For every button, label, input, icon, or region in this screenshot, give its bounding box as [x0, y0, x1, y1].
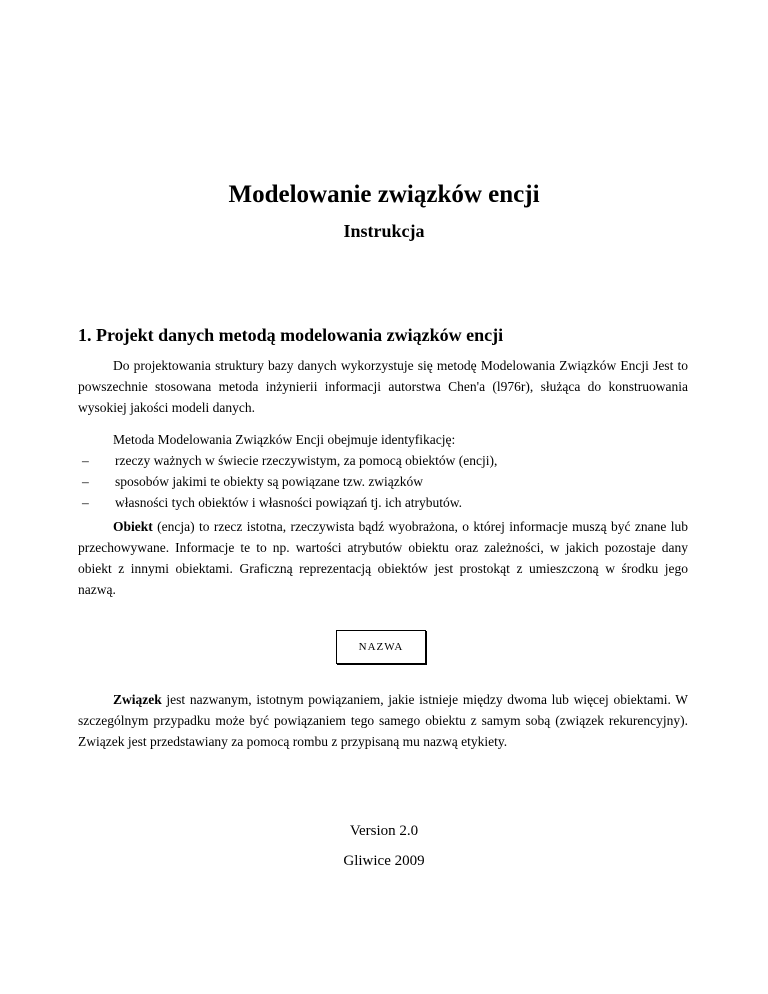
entity-box-label: NAZWA: [358, 641, 404, 653]
relationship-definition-text: jest nazwanym, istotnym powiązaniem, jakie istnieje między dwoma lub więcej obiektami. W szczególnym przypadku może być powiązaniem tego samego obiektu z samym sobą (związek rekurencyjny). Związek jest przedstawiany za pomocą rombu z przypisaną mu nazwą etykiety.: [78, 692, 688, 749]
relationship-term: Związek: [113, 692, 162, 707]
relationship-definition-paragraph: [78, 689, 688, 752]
object-definition-paragraph: [78, 516, 688, 600]
place-year-label: Gliwice 2009: [343, 853, 425, 869]
document-subtitle: Instrukcja: [343, 221, 425, 241]
object-definition-text: (encja) to rzecz istotna, rzeczywista bądź wyobrażona, o której informacje muszą być znane lub przechowywane. Informacje te to np. wartości atrybutów obiektu oraz zależności, w jakich pozostaje dany obiekt z innymi obiektami. Graficzną reprezentacją obiektów jest prostokąt z umieszczoną w środku jego nazwą.: [78, 519, 688, 597]
list-item-text: własności tych obiektów i własności powiązań tj. ich atrybutów.: [115, 495, 463, 510]
identification-list: [78, 450, 497, 513]
list-item-text: sposobów jakimi te obiekty są powiązane tzw. związków: [115, 474, 424, 489]
document-title: Modelowanie związków encji: [228, 181, 540, 208]
section-heading: 1. Projekt danych metodą modelowania związków encji: [78, 325, 504, 345]
list-intro-paragraph: [78, 429, 688, 450]
list-dash-marker: –: [82, 474, 89, 489]
list-dash-marker: –: [82, 495, 89, 510]
list-item-text: rzeczy ważnych w świecie rzeczywistym, za pomocą obiektów (encji),: [115, 453, 498, 468]
version-label: Version 2.0: [349, 823, 419, 839]
intro-paragraph: [78, 355, 688, 418]
entity-box-example: [336, 630, 426, 664]
intro-paragraph-text: Do projektowania struktury bazy danych wykorzystuje się metodę Modelowania Związków Encji Jest to powszechnie stosowana metoda inżynierii informacji autorstwa Chen'a (l976r), służąca do konstruowania wysokiej jakości modeli danych.: [78, 358, 688, 415]
list-item: [78, 471, 497, 492]
list-item: [78, 492, 497, 513]
list-dash-marker: –: [82, 453, 89, 468]
object-term: Obiekt: [113, 519, 153, 534]
list-intro-text: Metoda Modelowania Związków Encji obejmuje identyfikację:: [113, 432, 456, 447]
list-item: [78, 450, 497, 471]
